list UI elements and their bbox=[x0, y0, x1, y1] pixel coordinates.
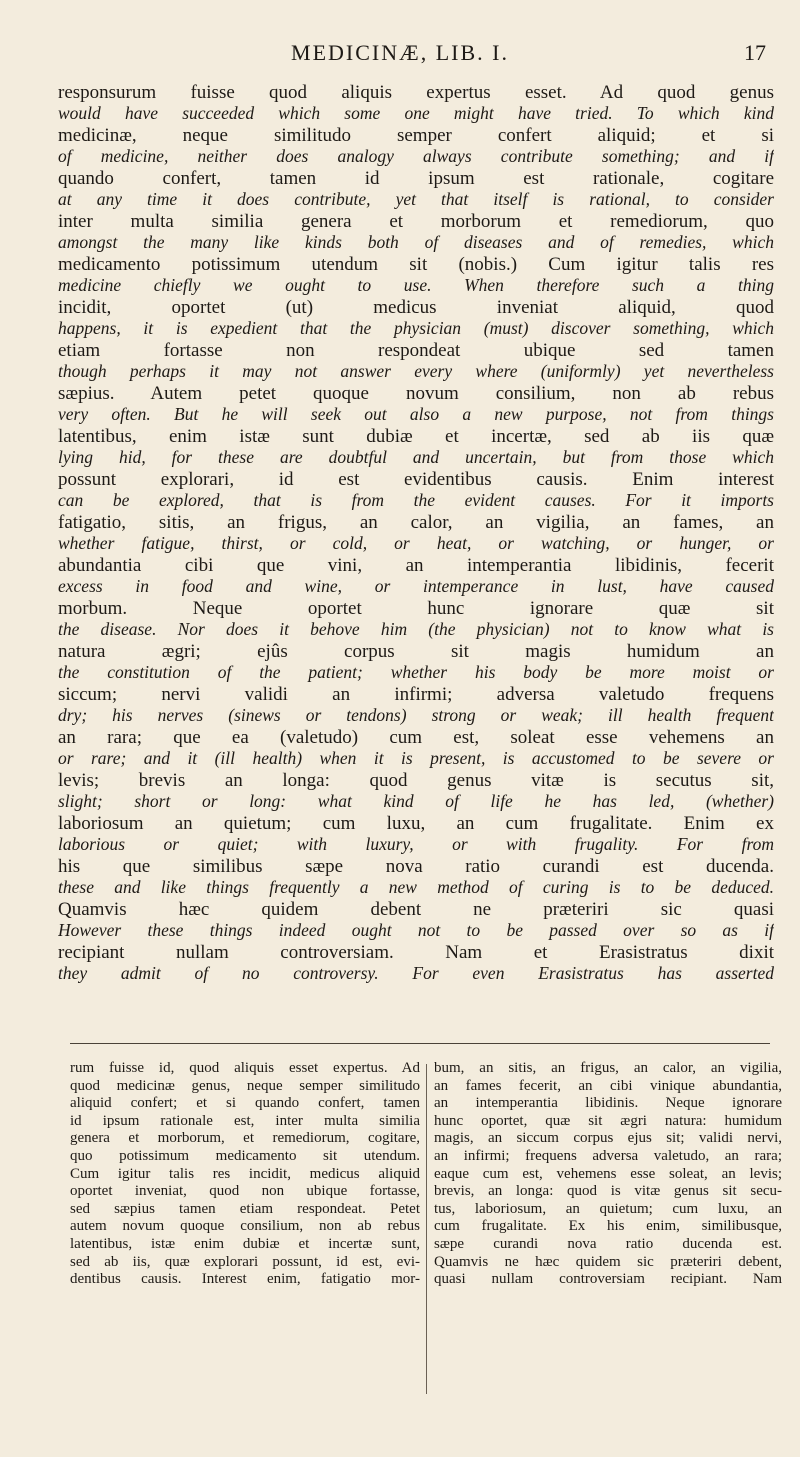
footnote-line: genera et morborum, et remediorum, cogitare, bbox=[70, 1130, 420, 1147]
english-gloss-line: would have succeeded which some one might have tried. To which kind bbox=[58, 103, 774, 123]
english-gloss-line: or rare; and it (ill health) when it is present, is accustomed to be severe or bbox=[58, 748, 774, 768]
verse-pair bbox=[58, 942, 774, 985]
verse-pair bbox=[58, 82, 774, 125]
footnote-line: an infirmi; frequens adversa valetudo, an rara; bbox=[434, 1147, 782, 1164]
footnote-line: Cum igitur talis res incidit, medicus aliquid bbox=[70, 1165, 420, 1182]
latin-line: quando confert, tamen id ipsum est rationale, cogitare bbox=[58, 168, 774, 189]
footnote-line: sed sæpius tamen etiam respondeat. Petet bbox=[70, 1200, 420, 1217]
latin-footnote bbox=[70, 1060, 782, 1440]
english-gloss-line: can be explored, that is from the evident causes. For it imports bbox=[58, 490, 774, 510]
english-gloss-line: amongst the many like kinds both of diseases and of remedies, which bbox=[58, 232, 774, 252]
verse-pair bbox=[58, 125, 774, 168]
footnote-line: magis, an siccum corpus ejus sit; validi nervi, bbox=[434, 1130, 782, 1147]
verse-pair bbox=[58, 598, 774, 641]
footnote-line: oportet inveniat, quod non ubique fortasse, bbox=[70, 1183, 420, 1200]
english-gloss-line: very often. But he will seek out also a new purpose, not from things bbox=[58, 404, 774, 424]
english-gloss-line: the disease. Nor does it behove him (the physician) not to know what is bbox=[58, 619, 774, 639]
latin-line: medicinæ, neque similitudo semper confert aliquid; et si bbox=[58, 125, 774, 146]
verse-pair bbox=[58, 813, 774, 856]
english-gloss-line: at any time it does contribute, yet that itself is rational, to consider bbox=[58, 189, 774, 209]
english-gloss-line: medicine chiefly we ought to use. When therefore such a thing bbox=[58, 275, 774, 295]
latin-line: an rara; que ea (valetudo) cum est, soleat esse vehemens an bbox=[58, 727, 774, 748]
footnote-line: latentibus, istæ enim dubiæ et incertæ sunt, bbox=[70, 1235, 420, 1252]
verse-pair bbox=[58, 899, 774, 942]
verse-pair bbox=[58, 641, 774, 684]
english-gloss-line: these and like things frequently a new method of curing is to be deduced. bbox=[58, 877, 774, 897]
footnote-line: quo potissimum medicamento sit utendum. bbox=[70, 1147, 420, 1164]
footnote-line: autem novum quoque consilium, non ab rebus bbox=[70, 1218, 420, 1235]
english-gloss-line: laborious or quiet; with luxury, or with frugality. For from bbox=[58, 834, 774, 854]
english-gloss-line: However these things indeed ought not to be passed over so as if bbox=[58, 920, 774, 940]
interlinear-translation bbox=[58, 82, 774, 985]
latin-line: his que similibus sæpe nova ratio curandi est ducenda. bbox=[58, 856, 774, 877]
verse-pair bbox=[58, 770, 774, 813]
latin-line: recipiant nullam controversiam. Nam et Erasistratus dixit bbox=[58, 942, 774, 963]
verse-pair bbox=[58, 727, 774, 770]
latin-line: incidit, oportet (ut) medicus inveniat aliquid, quod bbox=[58, 297, 774, 318]
verse-pair bbox=[58, 469, 774, 512]
footnote-line: rum fuisse id, quod aliquis esset expertus. Ad bbox=[70, 1060, 420, 1076]
latin-line: Quamvis hæc quidem debent ne præteriri sic quasi bbox=[58, 899, 774, 920]
footnote-line: sæpe curandi nova ratio ducenda est. bbox=[434, 1235, 782, 1252]
latin-line: latentibus, enim istæ sunt dubiæ et incertæ, sed ab iis quæ bbox=[58, 426, 774, 447]
column-divider bbox=[426, 1064, 427, 1394]
english-gloss-line: slight; short or long: what kind of life he has led, (whether) bbox=[58, 791, 774, 811]
footnote-line: cum frugalitate. Ex his enim, similibusque, bbox=[434, 1218, 782, 1235]
latin-line: abundantia cibi que vini, an intemperantia libidinis, fecerit bbox=[58, 555, 774, 576]
verse-pair bbox=[58, 254, 774, 297]
english-gloss-line: of medicine, neither does analogy always contribute something; and if bbox=[58, 146, 774, 166]
english-gloss-line: they admit of no controversy. For even Erasistratus has asserted bbox=[58, 963, 774, 983]
latin-line: sæpius. Autem petet quoque novum consilium, non ab rebus bbox=[58, 383, 774, 404]
page-header bbox=[0, 34, 800, 74]
latin-line: natura ægri; ejûs corpus sit magis humidum an bbox=[58, 641, 774, 662]
footnote-line: eaque cum est, vehemens esse soleat, an levis; bbox=[434, 1165, 782, 1182]
english-gloss-line: dry; his nerves (sinews or tendons) strong or weak; ill health frequent bbox=[58, 705, 774, 725]
latin-line: etiam fortasse non respondeat ubique sed tamen bbox=[58, 340, 774, 361]
english-gloss-line: lying hid, for these are doubtful and uncertain, but from those which bbox=[58, 447, 774, 467]
verse-pair bbox=[58, 340, 774, 383]
footnote-line: Quamvis ne hæc quidem sic præteriri debent, bbox=[434, 1253, 782, 1270]
running-title: MEDICINÆ, LIB. I. bbox=[291, 40, 509, 65]
verse-pair bbox=[58, 856, 774, 899]
english-gloss-line: whether fatigue, thirst, or cold, or heat, or watching, or hunger, or bbox=[58, 533, 774, 553]
footnote-line: an intemperantia libidinis. Neque ignorare bbox=[434, 1095, 782, 1112]
footnote-column-right bbox=[434, 1060, 782, 1289]
footnote-line: quasi nullam controversiam recipiant. Nam bbox=[434, 1271, 782, 1288]
latin-line: responsurum fuisse quod aliquis expertus esset. Ad quod genus bbox=[58, 82, 774, 103]
page-number: 17 bbox=[744, 40, 766, 65]
latin-line: laboriosum an quietum; cum luxu, an cum frugalitate. Enim ex bbox=[58, 813, 774, 834]
verse-pair bbox=[58, 211, 774, 254]
english-gloss-line: the constitution of the patient; whether his body be more moist or bbox=[58, 662, 774, 682]
verse-pair bbox=[58, 512, 774, 555]
footnote-line: quod medicinæ genus, neque semper similitudo bbox=[70, 1077, 420, 1094]
footnote-column-left bbox=[70, 1060, 420, 1289]
footnote-line: hunc oportet, quæ sit ægri natura: humidum bbox=[434, 1112, 782, 1129]
verse-pair bbox=[58, 168, 774, 211]
latin-line: siccum; nervi validi an infirmi; adversa valetudo frequens bbox=[58, 684, 774, 705]
footnote-line: brevis, an longa: quod is vitæ genus sit secu- bbox=[434, 1183, 782, 1200]
footnote-line: id ipsum rationale est, inter multa similia bbox=[70, 1112, 420, 1129]
footnote-line: aliquid confert; et si quando confert, tamen bbox=[70, 1095, 420, 1112]
english-gloss-line: excess in food and wine, or intemperance in lust, have caused bbox=[58, 576, 774, 596]
footnote-line: tus, laboriosum, an quietum; cum luxu, an bbox=[434, 1200, 782, 1217]
verse-pair bbox=[58, 383, 774, 426]
latin-line: fatigatio, sitis, an frigus, an calor, an vigilia, an fames, an bbox=[58, 512, 774, 533]
latin-line: inter multa similia genera et morborum et remediorum, quo bbox=[58, 211, 774, 232]
verse-pair bbox=[58, 684, 774, 727]
latin-line: medicamento potissimum utendum sit (nobis.) Cum igitur talis res bbox=[58, 254, 774, 275]
english-gloss-line: happens, it is expedient that the physician (must) discover something, which bbox=[58, 318, 774, 338]
footnote-line: an fames fecerit, an cibi vinique abundantia, bbox=[434, 1077, 782, 1094]
verse-pair bbox=[58, 297, 774, 340]
footnote-line: bum, an sitis, an frigus, an calor, an vigilia, bbox=[434, 1060, 782, 1076]
verse-pair bbox=[58, 555, 774, 598]
footnote-rule bbox=[70, 1043, 770, 1044]
latin-line: possunt explorari, id est evidentibus causis. Enim interest bbox=[58, 469, 774, 490]
english-gloss-line: though perhaps it may not answer every where (uniformly) yet nevertheless bbox=[58, 361, 774, 381]
footnote-line: dentibus causis. Interest enim, fatigatio mor- bbox=[70, 1271, 420, 1288]
latin-line: levis; brevis an longa: quod genus vitæ is secutus sit, bbox=[58, 770, 774, 791]
footnote-line: sed ab iis, quæ explorari possunt, id est, evi- bbox=[70, 1253, 420, 1270]
verse-pair bbox=[58, 426, 774, 469]
latin-line: morbum. Neque oportet hunc ignorare quæ sit bbox=[58, 598, 774, 619]
